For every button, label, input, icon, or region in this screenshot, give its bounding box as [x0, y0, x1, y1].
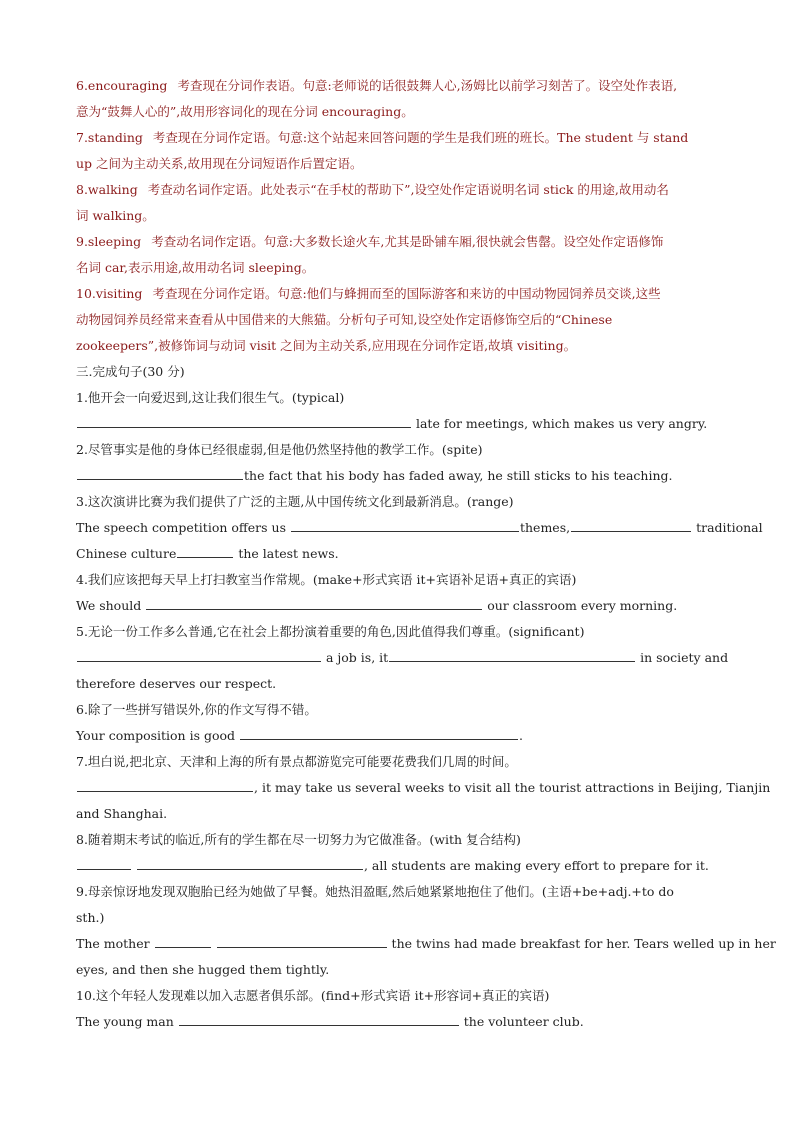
sentence-text: The speech competition offers us	[76, 520, 286, 535]
question-4-prompt: 4.我们应该把每天早上打扫教室当作常规。(make+形式宾语 it+宾语补足语+真正的宾语)	[76, 572, 577, 587]
question-1-answer	[76, 411, 718, 437]
sentence-text: , all students are making every effort to prepare for it.	[363, 858, 709, 873]
answer-9-line1	[76, 229, 718, 255]
sentence-text: Chinese culture	[76, 546, 177, 561]
question-5-prompt: 5.无论一份工作多么普通,它在社会上都扮演着重要的角色,因此值得我们尊重。(significant)	[76, 624, 585, 639]
answer-key: 6.encouraging	[76, 78, 168, 93]
question-9-answer	[76, 931, 776, 957]
answer-text: 考查动名词作定语。此处表示“在手杖的帮助下”,设空处作定语说明名词 stick 的用途,故用动名	[147, 182, 669, 197]
answer-key: 7.standing	[76, 130, 143, 145]
question-9-prompt: 9.母亲惊讶地发现双胞胎已经为她做了早餐。她热泪盈眶,然后她紧紧地抱住了他们。(主语+be+adj.+to do	[76, 884, 674, 899]
answer-blank[interactable]	[155, 933, 211, 948]
question-8-prompt: 8.随着期末考试的临近,所有的学生都在尽一切努力为它做准备。(with 复合结构)	[76, 832, 521, 847]
question-2-prompt: 2.尽管事实是他的身体已经很虚弱,但是他仍然坚持他的教学工作。(spite)	[76, 442, 483, 457]
sentence-text: themes,	[519, 520, 571, 535]
question-6-prompt: 6.除了一些拼写错误外,你的作文写得不错。	[76, 702, 317, 717]
answer-10-line2: 动物园饲养员经常来查看从中国借来的大熊猫。分析句子可知,设空处作定语修饰空后的“Chinese	[76, 312, 613, 327]
question-10-prompt: 10.这个年轻人发现难以加入志愿者俱乐部。(find+形式宾语 it+形容词+真正的宾语)	[76, 988, 550, 1003]
section-title: 三.完成句子(30 分)	[76, 364, 185, 379]
sentence-text: late for meetings, which makes us very angry.	[415, 416, 708, 431]
answer-blank[interactable]	[291, 517, 519, 532]
sentence-text: a job is, it	[325, 650, 389, 665]
question-1-prompt: 1.他开会一向爱迟到,这让我们很生气。(typical)	[76, 390, 345, 405]
answer-6-line2: 意为“鼓舞人心的”,故用形容词化的现在分词 encouraging。	[76, 104, 414, 119]
answer-8-line2: 词 walking。	[76, 208, 155, 223]
answer-blank[interactable]	[137, 855, 363, 870]
answer-10-line3: zookeepers”,被修饰词与动词 visit 之间为主动关系,应用现在分词作定语,故填 visiting。	[76, 338, 577, 353]
question-6-answer	[76, 723, 718, 749]
answer-key: 9.sleeping	[76, 234, 142, 249]
answer-key: 8.walking	[76, 182, 138, 197]
answer-7-line1	[76, 125, 718, 151]
sentence-text: in society and	[640, 650, 729, 665]
answer-blank[interactable]	[77, 465, 243, 480]
sentence-text: .	[519, 728, 523, 743]
sentence-text: Your composition is good	[76, 728, 236, 743]
question-7-answer	[76, 775, 771, 801]
question-10-answer	[76, 1009, 718, 1035]
answer-key: 10.visiting	[76, 286, 143, 301]
question-5-answer-cont: therefore deserves our respect.	[76, 676, 277, 691]
question-5-answer	[76, 645, 729, 671]
question-2-answer	[76, 463, 718, 489]
question-3-answer	[76, 515, 763, 541]
document-page	[76, 73, 776, 1035]
question-3-answer-cont	[76, 541, 718, 567]
answer-7-line2: up 之间为主动关系,故用现在分词短语作后置定语。	[76, 156, 363, 171]
question-7-answer-cont: and Shanghai.	[76, 806, 168, 821]
sentence-text: the volunteer club.	[463, 1014, 584, 1029]
sentence-text: traditional	[696, 520, 763, 535]
answer-blank[interactable]	[77, 777, 253, 792]
sentence-text: We should	[76, 598, 142, 613]
sentence-text: the fact that his body has faded away, he still sticks to his teaching.	[244, 468, 673, 483]
answer-blank[interactable]	[217, 933, 387, 948]
answer-text: 考查动名词作定语。句意:大多数长途火车,尤其是卧铺车厢,很快就会售罄。设空处作定语修饰	[151, 234, 664, 249]
question-8-answer	[76, 853, 718, 879]
answer-6-line1	[76, 73, 718, 99]
answer-blank[interactable]	[146, 595, 482, 610]
answer-blank[interactable]	[177, 543, 233, 558]
sentence-text: , it may take us several weeks to visit all the tourist attractions in Beijing, Tianjin	[254, 780, 771, 795]
question-3-prompt: 3.这次演讲比赛为我们提供了广泛的主题,从中国传统文化到最新消息。(range)	[76, 494, 514, 509]
answer-text: 考查现在分词作表语。句意:老师说的话很鼓舞人心,汤姆比以前学习刻苦了。设空处作表语,	[177, 78, 678, 93]
answer-9-line2: 名词 car,表示用途,故用动名词 sleeping。	[76, 260, 315, 275]
sentence-text: our classroom every morning.	[487, 598, 678, 613]
answer-text: 考查现在分词作定语。句意:这个站起来回答问题的学生是我们班的班长。The student 与 stand	[152, 130, 689, 145]
question-9-answer-cont: eyes, and then she hugged them tightly.	[76, 962, 330, 977]
question-9-prompt-cont: sth.)	[76, 910, 105, 925]
answer-explanations	[76, 73, 718, 359]
sentence-text: the latest news.	[238, 546, 339, 561]
sentence-text: The mother	[76, 936, 150, 951]
sentence-text: the twins had made breakfast for her. Tears welled up in her	[391, 936, 776, 951]
answer-blank[interactable]	[571, 517, 691, 532]
answer-blank[interactable]	[389, 647, 635, 662]
answer-text: 考查现在分词作定语。句意:他们与蜂拥而至的国际游客和来访的中国动物园饲养员交谈,这些	[152, 286, 661, 301]
question-4-answer	[76, 593, 718, 619]
answer-10-line1	[76, 281, 718, 307]
answer-blank[interactable]	[179, 1011, 459, 1026]
question-7-prompt: 7.坦白说,把北京、天津和上海的所有景点都游览完可能要花费我们几周的时间。	[76, 754, 517, 769]
answer-blank[interactable]	[77, 413, 411, 428]
answer-blank[interactable]	[77, 647, 321, 662]
answer-blank[interactable]	[240, 725, 518, 740]
answer-8-line1	[76, 177, 718, 203]
answer-blank[interactable]	[77, 855, 131, 870]
sentence-text: The young man	[76, 1014, 174, 1029]
